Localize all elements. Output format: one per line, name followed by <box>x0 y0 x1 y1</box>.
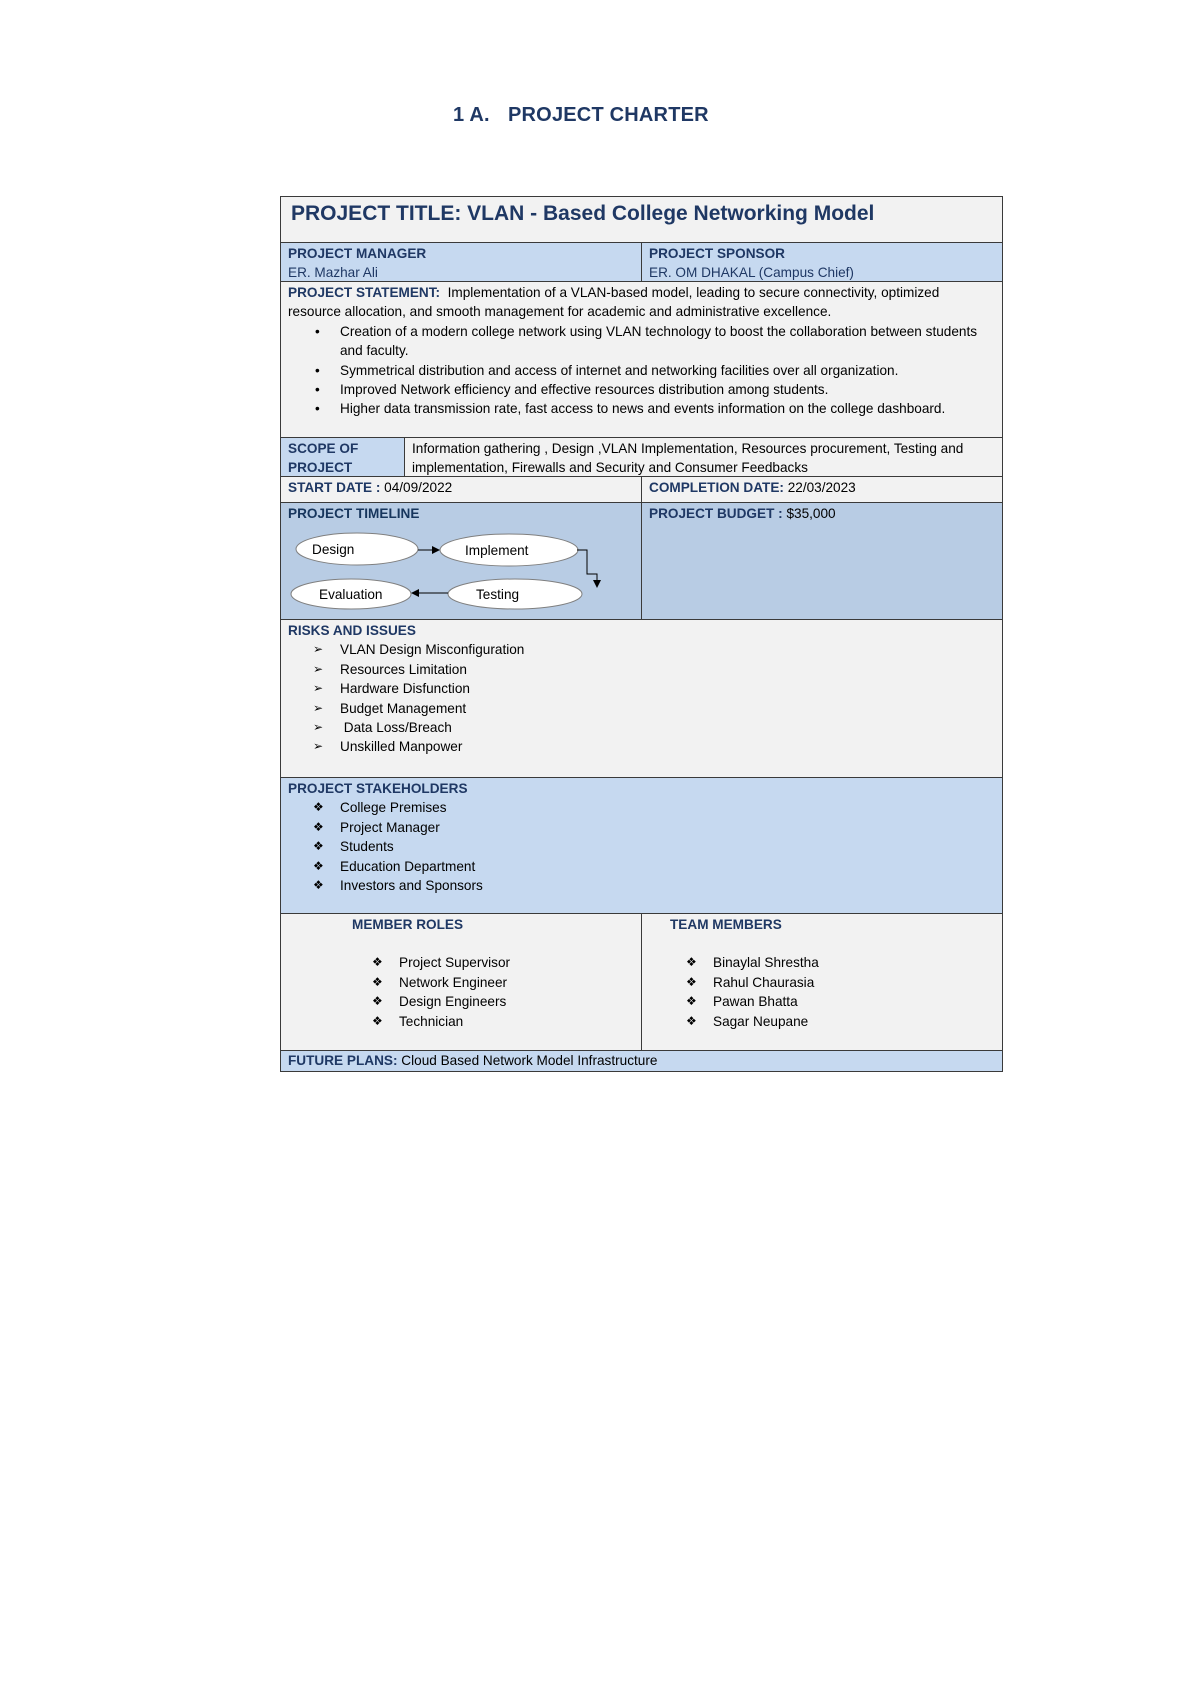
list-item: ➢ Hardware Disfunction <box>340 679 995 698</box>
project-title: PROJECT TITLE: VLAN - Based College Networking Model <box>291 202 875 225</box>
list-item: ❖ Design Engineers <box>399 992 634 1011</box>
list-item: ❖ Pawan Bhatta <box>713 992 995 1011</box>
members-row <box>281 914 1002 1051</box>
future-plans-row <box>281 1051 1002 1071</box>
timeline-arrow-implement-testing <box>577 550 597 587</box>
completion-date-cell <box>642 477 1002 502</box>
list-item: ❖ Network Engineer <box>399 973 634 992</box>
manager-label: PROJECT MANAGER <box>288 246 427 261</box>
list-item: ➢ Data Loss/Breach <box>340 718 995 737</box>
list-item: ➢ Budget Management <box>340 699 995 718</box>
stakeholders-label: PROJECT STAKEHOLDERS <box>288 781 468 796</box>
statement-bullets <box>288 322 995 419</box>
scope-label: SCOPE OF PROJECT <box>288 441 359 476</box>
project-title-row <box>281 197 1002 243</box>
timeline-step-evaluation: Evaluation <box>319 587 383 602</box>
scope-value-cell <box>405 438 1002 476</box>
sponsor-cell <box>642 243 1002 281</box>
project-charter-table <box>280 196 1003 1072</box>
list-item: ❖ Students <box>340 837 995 856</box>
heading-title: PROJECT CHARTER <box>508 104 709 126</box>
team-members-cell <box>642 914 1002 1050</box>
timeline-budget-row <box>281 503 1002 620</box>
team-members-list <box>649 953 995 1031</box>
budget-value: $35,000 <box>786 506 836 521</box>
list-item: ❖ Project Supervisor <box>399 953 634 972</box>
completion-date-value: 22/03/2023 <box>787 480 856 495</box>
sponsor-value: ER. OM DHAKAL (Campus Chief) <box>649 265 854 281</box>
budget-cell <box>642 503 1002 619</box>
timeline-cell <box>281 503 642 619</box>
list-item: ❖ Rahul Chaurasia <box>713 973 995 992</box>
dates-row <box>281 477 1002 503</box>
member-roles-cell <box>281 914 642 1050</box>
start-date-label: START DATE : <box>288 480 381 495</box>
list-item: ➢ VLAN Design Misconfiguration <box>340 640 995 659</box>
scope-text: Information gathering , Design ,VLAN Implementation, Resources procurement, Testing and implementation, Firewalls and Security and Consumer Feedbacks <box>412 441 964 476</box>
manager-value: ER. Mazhar Ali <box>288 265 378 281</box>
sponsor-label: PROJECT SPONSOR <box>649 246 785 261</box>
list-item: ❖ Education Department <box>340 857 995 876</box>
scope-label-cell <box>281 438 405 476</box>
manager-sponsor-row <box>281 243 1002 282</box>
project-statement-row <box>281 282 1002 438</box>
list-item: • Improved Network efficiency and effective resources distribution among students. <box>340 380 995 399</box>
list-item: • Symmetrical distribution and access of internet and networking facilities over all organization. <box>340 361 995 380</box>
list-item: • Higher data transmission rate, fast access to news and events information on the college dashboard. <box>340 399 995 418</box>
start-date-value: 04/09/2022 <box>384 480 453 495</box>
budget-label: PROJECT BUDGET : <box>649 506 783 521</box>
member-roles-list <box>288 953 634 1031</box>
risks-row <box>281 620 1002 778</box>
completion-date-label: COMPLETION DATE: <box>649 480 784 495</box>
start-date-cell <box>281 477 642 502</box>
future-plans-value: Cloud Based Network Model Infrastructure <box>401 1053 658 1068</box>
stakeholders-row <box>281 778 1002 914</box>
risks-list <box>288 640 995 756</box>
risks-label: RISKS AND ISSUES <box>288 623 416 638</box>
statement-text: Implementation of a VLAN-based model, leading to secure connectivity, optimized resource allocation, and smooth management for academic and administrative excellence. <box>288 285 940 320</box>
page-heading <box>453 104 709 127</box>
timeline-diagram <box>281 503 641 619</box>
list-item: ❖ Binaylal Shrestha <box>713 953 995 972</box>
list-item: ❖ Project Manager <box>340 818 995 837</box>
list-item: ➢ Unskilled Manpower <box>340 737 995 756</box>
scope-row <box>281 438 1002 477</box>
timeline-step-testing: Testing <box>476 587 520 602</box>
list-item: ❖ Investors and Sponsors <box>340 876 995 895</box>
statement-label: PROJECT STATEMENT: <box>288 285 441 300</box>
stakeholders-list <box>288 798 995 895</box>
list-item: ➢ Resources Limitation <box>340 660 995 679</box>
statement-paragraph <box>288 283 995 322</box>
list-item: ❖ Technician <box>399 1012 634 1031</box>
future-plans-label: FUTURE PLANS: <box>288 1053 398 1068</box>
timeline-label: PROJECT TIMELINE <box>288 506 420 521</box>
timeline-step-design: Design <box>312 542 355 557</box>
team-members-label: TEAM MEMBERS <box>670 917 782 932</box>
manager-cell <box>281 243 642 281</box>
heading-number: 1 A. <box>453 104 490 126</box>
member-roles-label: MEMBER ROLES <box>352 917 464 932</box>
list-item: ❖ College Premises <box>340 798 995 817</box>
list-item: • Creation of a modern college network using VLAN technology to boost the collaboration between students and faculty. <box>340 322 995 361</box>
list-item: ❖ Sagar Neupane <box>713 1012 995 1031</box>
timeline-step-implement: Implement <box>465 543 529 558</box>
